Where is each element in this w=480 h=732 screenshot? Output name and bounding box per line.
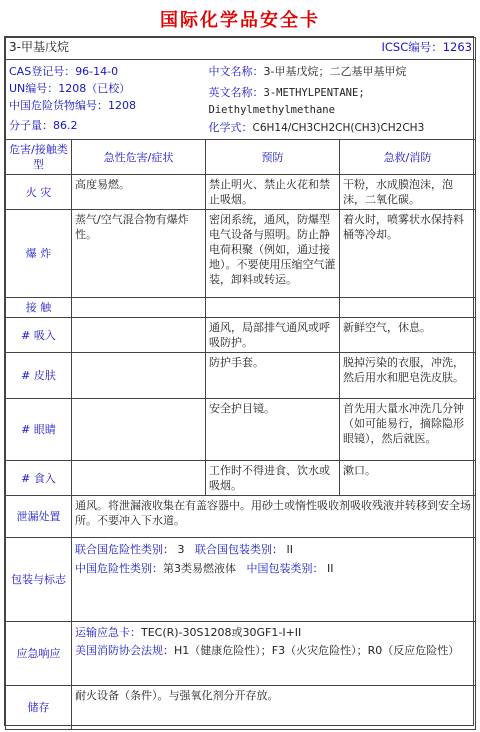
- transport-card-value: TEC(R)-30S1208或30GF1-I+II: [141, 626, 302, 639]
- row-type: 爆 炸: [6, 210, 72, 298]
- cn-dg-number: 中国危险货物编号：1208: [9, 99, 136, 112]
- icsc-number: ICSC编号：1263: [206, 38, 476, 60]
- id-block-right: [206, 60, 476, 140]
- row-hazard: [72, 399, 206, 461]
- formula-value: C6H14/CH3CH2CH(CH3)CH2CH3: [252, 122, 425, 134]
- nfpa-label: 美国消防协会法规：: [75, 644, 174, 657]
- en-name-label: 英文名称：: [208, 86, 264, 99]
- spill-text: 通风。将泄漏液收集在有盖容器中。用砂土或惰性吸收剂吸收残液并转移到安全场所。不要冲入下水道。: [72, 496, 476, 538]
- row-aid: 干粉，水成膜泡沫，泡沫，二氧化碳。: [340, 175, 476, 210]
- header-type: 危害/接触类型: [6, 140, 72, 175]
- table-row: [6, 210, 476, 298]
- row-hazard: 高度易燃。: [72, 175, 206, 210]
- table-row: [6, 318, 476, 353]
- row-prevent: 禁止明火、禁止火花和禁止吸烟。: [206, 175, 340, 210]
- row-aid: 着火时，喷雾状水保持料桶等冷却。: [340, 210, 476, 298]
- header-aid: 急救/消防: [340, 140, 476, 175]
- row-hazard: [72, 353, 206, 399]
- row-prevent: 通风，局部排气通风或呼吸防护。: [206, 318, 340, 353]
- table-row: [6, 461, 476, 496]
- cn-class-label: 中国危险性类别：: [75, 562, 163, 575]
- nfpa-value: H1（健康危险性）；F3（火灾危险性）；R0（反应危险性）: [174, 644, 460, 657]
- row-type: # 食入: [6, 461, 72, 496]
- row-type: 接 触: [6, 298, 72, 318]
- storage-label: 储存: [6, 686, 72, 730]
- cn-name-label: 中文名称：: [208, 65, 264, 78]
- cn-class-value: 第3类易燃液体: [163, 562, 236, 575]
- table-row: [6, 399, 476, 461]
- un-class-label: 联合国危险性类别：: [75, 543, 174, 556]
- row-aid: 脱掉污染的衣服，冲洗，然后用水和肥皂洗皮肤。: [340, 353, 476, 399]
- cn-pack-value: II: [327, 562, 334, 575]
- spill-row: [6, 496, 476, 538]
- en-name-value-2: Diethylmethylmethane: [208, 104, 335, 116]
- header-prevent: 预防: [206, 140, 340, 175]
- card-table: [5, 37, 476, 730]
- table-header-row: [6, 140, 476, 175]
- row-type: # 吸入: [6, 318, 72, 353]
- transport-card-label: 运输应急卡：: [75, 626, 141, 639]
- row-type: # 眼睛: [6, 399, 72, 461]
- storage-row: [6, 686, 476, 730]
- row-hazard: [72, 318, 206, 353]
- row-prevent: 安全护目镜。: [206, 399, 340, 461]
- row-type: # 皮肤: [6, 353, 72, 399]
- formula-label: 化学式：: [208, 121, 253, 134]
- packaging-label: 包装与标志: [6, 538, 72, 622]
- cn-name-value: 3-甲基戊烷；二乙基甲基甲烷: [263, 65, 407, 78]
- row-aid: 新鲜空气，休息。: [340, 318, 476, 353]
- row-prevent: 密闭系统，通风，防爆型电气设备与照明。防止静电荷积聚（例如，通过接地）。不要使用压缩空气灌装，卸料或转运。: [206, 210, 340, 298]
- chemical-name: 3-甲基戊烷: [6, 38, 206, 60]
- un-class-value: 3: [177, 543, 185, 556]
- card-title: 国际化学品安全卡: [160, 10, 320, 31]
- packaging-text: [72, 538, 476, 622]
- molecular-weight: 分子量：86.2: [9, 119, 78, 132]
- table-row: [6, 353, 476, 399]
- un-number: UN编号：1208（已校）: [9, 82, 131, 95]
- table-row: [6, 175, 476, 210]
- en-name-value: 3-METHYLPENTANE;: [263, 87, 365, 99]
- un-pack-label: 联合国包装类别：: [195, 543, 283, 556]
- row-hazard: [72, 298, 206, 318]
- emergency-row: [6, 622, 476, 686]
- spill-label: 泄漏处置: [6, 496, 72, 538]
- packaging-row: [6, 538, 476, 622]
- row-prevent: 防护手套。: [206, 353, 340, 399]
- header-hazard: 急性危害/症状: [72, 140, 206, 175]
- emergency-label: 应急响应: [6, 622, 72, 686]
- row-aid: 漱口。: [340, 461, 476, 496]
- cn-pack-label: 中国包装类别：: [246, 562, 324, 575]
- id-block-left: [6, 60, 206, 140]
- cas-number: CAS登记号：96-14-0: [9, 65, 119, 78]
- un-pack-value: II: [286, 543, 293, 556]
- row-prevent: 工作时不得进食、饮水或吸烟。: [206, 461, 340, 496]
- row-aid: 首先用大量水冲洗几分钟（如可能易行，摘除隐形眼镜），然后就医。: [340, 399, 476, 461]
- row-hazard: [72, 461, 206, 496]
- row-prevent: [206, 298, 340, 318]
- storage-text: 耐火设备（条件）。与强氧化剂分开存放。: [72, 686, 476, 730]
- table-row: [6, 298, 476, 318]
- emergency-text: [72, 622, 476, 686]
- row-type: 火 灾: [6, 175, 72, 210]
- row-aid: [340, 298, 476, 318]
- row-hazard: 蒸气/空气混合物有爆炸性。: [72, 210, 206, 298]
- safety-card: [4, 36, 474, 726]
